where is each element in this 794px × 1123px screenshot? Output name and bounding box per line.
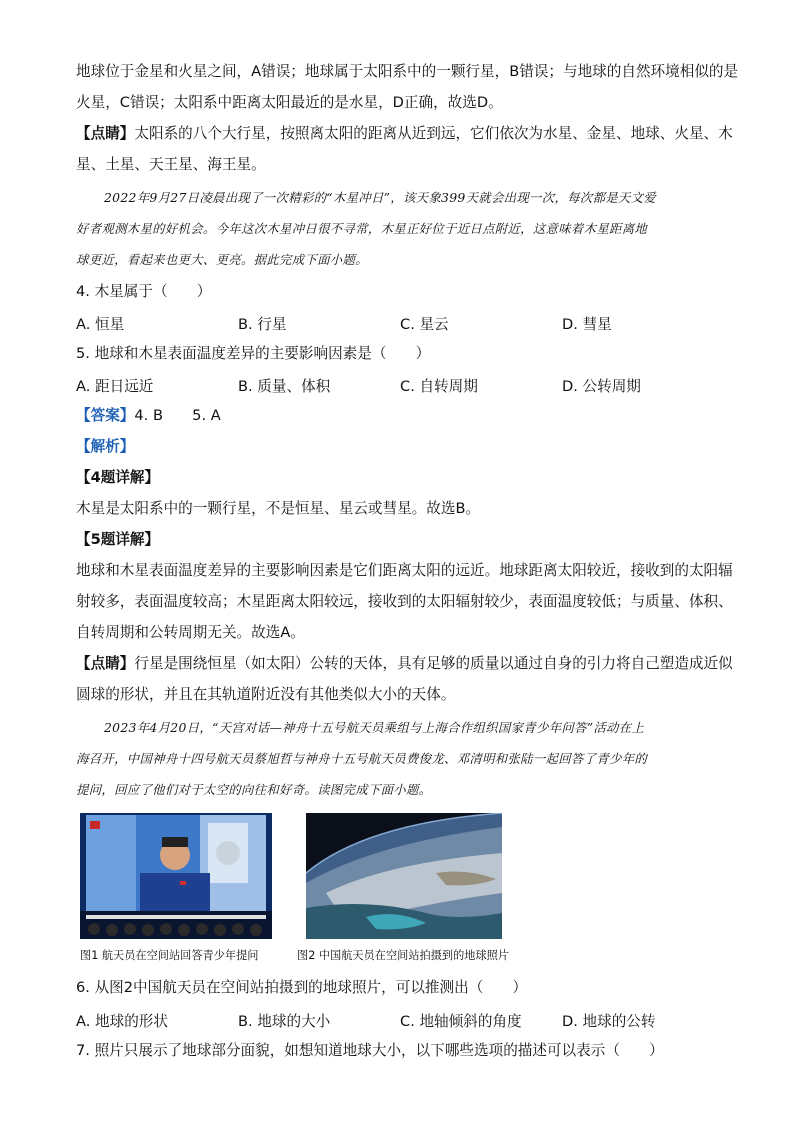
q6-option-a: A. 地球的形状 [76,1013,168,1030]
material-paragraph: 2023年4月20日，“天宫对话—神舟十五号航天员乘组与上海合作组织国家青少年问答”活动在上 [104,720,645,735]
q4-option-b: B. 行星 [238,316,287,333]
question-6-stem: 6. 从图2中国航天员在空间站拍摄到的地球照片，可以推测出（ ） [76,979,528,996]
astronaut-screen-image [80,813,272,939]
dianjing-text: 太阳系的八个大行星，按照离太阳的距离从近到远，它们依次为水星、金星、地球、火星、木 [134,125,733,142]
earth-from-space-image [306,813,502,939]
q5-option-c: C. 自转周期 [400,378,478,395]
q4-option-d: D. 彗星 [562,316,612,333]
q4-option-c: C. 星云 [400,316,449,333]
q5-detail-tag: 【5题详解】 [76,531,160,548]
q5-detail-text: 地球和木星表面温度差异的主要影响因素是它们距离太阳的远近。地球距离太阳较近，接收到的太阳辐 [76,562,733,579]
material-paragraph: 海召开，中国神舟十四号航天员蔡旭哲与神舟十五号航天员费俊龙、邓清明和张陆一起回答了青少年的 [76,751,648,766]
dianjing-tag: 【点睛】 [76,125,135,142]
answer-explanation-line: 火星，C错误；太阳系中距离太阳最近的是水星，D正确，故选D。 [76,94,503,111]
dianjing-text: 星、土星、天王星、海王星。 [76,156,266,173]
dianjing-tag: 【点睛】 [76,655,135,672]
q6-option-b: B. 地球的大小 [238,1013,331,1030]
q4-detail-text: 木星是太阳系中的一颗行星，不是恒星、星云或彗星。故选B。 [76,500,481,517]
question-4-stem: 4. 木星属于（ ） [76,283,212,300]
question-5-stem: 5. 地球和木星表面温度差异的主要影响因素是（ ） [76,345,431,362]
figure-1-caption: 图1 航天员在空间站回答青少年提问 [80,949,259,962]
material-paragraph: 提问，回应了他们对于太空的向往和好奇。读图完成下面小题。 [76,782,432,797]
dianjing-text: 圆球的形状，并且在其轨道附近没有其他类似大小的天体。 [76,686,456,703]
answer-explanation-line: 地球位于金星和火星之间，A错误；地球属于太阳系中的一颗行星，B错误；与地球的自然环境相似的是 [76,63,739,80]
analysis-tag: 【解析】 [76,438,135,455]
q5-detail-text: 射较多，表面温度较高；木星距离太阳较远，接收到的太阳辐射较少，表面温度较低；与质量、体积、 [76,593,733,610]
material-paragraph: 好者观测木星的好机会。今年这次木星冲日很不寻常，木星正好位于近日点附近，这意味着木星距离地 [76,221,648,236]
q5-option-a: A. 距日远近 [76,378,154,395]
answer-row [76,406,221,426]
material-paragraph: 2022年9月27日凌晨出现了一次精彩的“木星冲日”，该天象399天就会出现一次，每次都是天文爱 [104,190,656,205]
q5-option-b: B. 质量、体积 [238,378,331,395]
answer-text: 4. B 5. A [134,407,221,424]
figure-2-caption: 图2 中国航天员在空间站拍摄到的地球照片 [297,949,510,962]
q5-detail-text: 自转周期和公转周期无关。故选A。 [76,624,305,641]
q6-option-c: C. 地轴倾斜的角度 [400,1013,522,1030]
dianjing-text: 行星是围绕恒星（如太阳）公转的天体，具有足够的质量以通过自身的引力将自己塑造成近似 [134,655,733,672]
q4-detail-tag: 【4题详解】 [76,469,160,486]
figure-1-astronaut-photo [80,813,272,939]
q5-option-d: D. 公转周期 [562,378,641,395]
answer-tag: 【答案】 [76,407,135,424]
dianjing-paragraph [76,124,733,144]
figure-2-earth-photo [306,813,502,939]
dianjing-paragraph [76,654,733,674]
q6-option-d: D. 地球的公转 [562,1013,656,1030]
material-paragraph: 球更近，看起来也更大、更亮。据此完成下面小题。 [76,252,368,267]
question-7-stem: 7. 照片只展示了地球部分面貌，如想知道地球大小，以下哪些选项的描述可以表示（ ） [76,1042,664,1059]
q4-option-a: A. 恒星 [76,316,125,333]
